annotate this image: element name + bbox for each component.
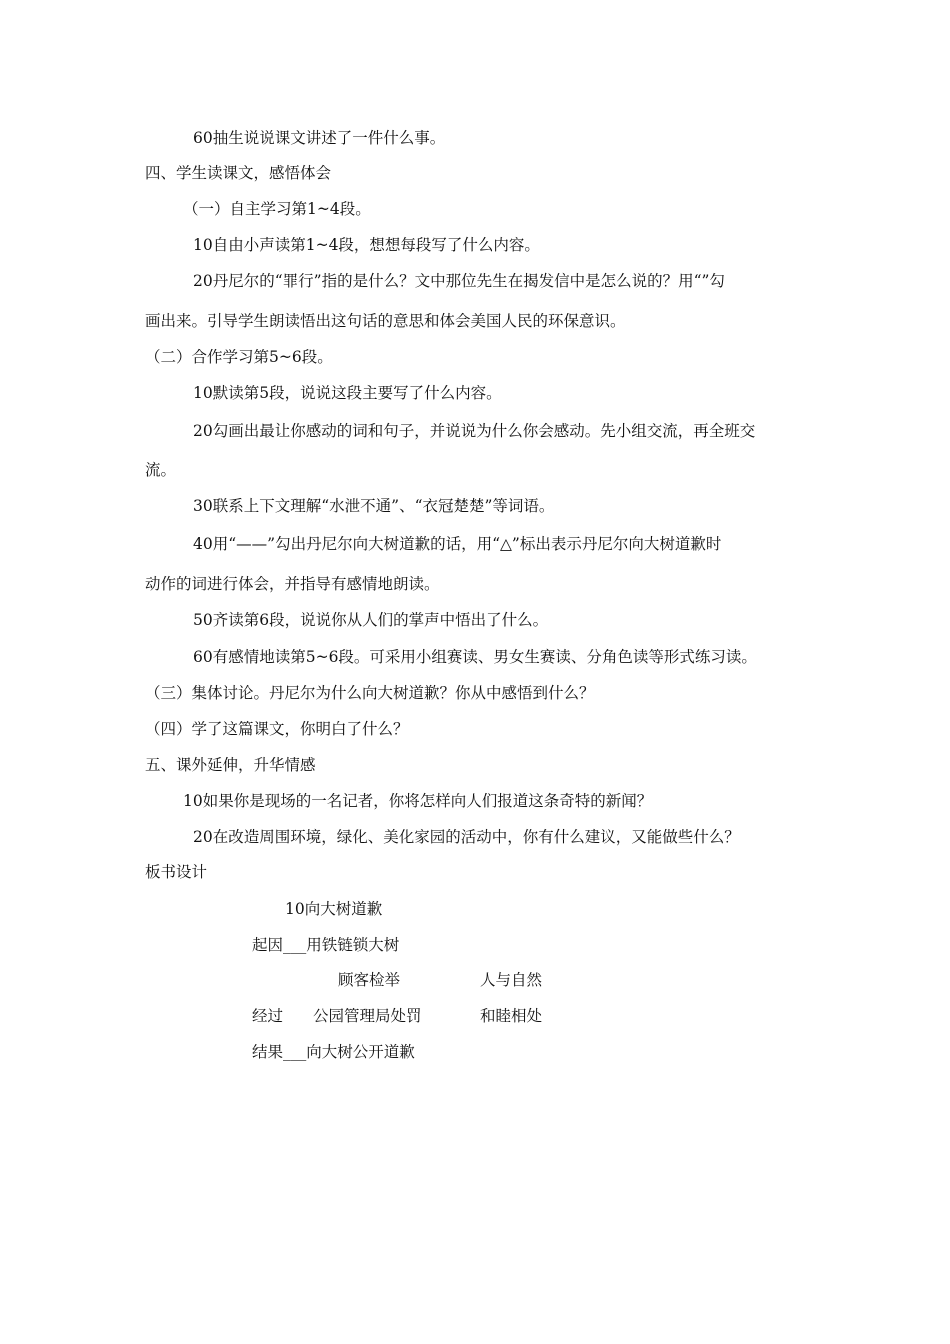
text-line: 流。	[145, 461, 177, 479]
subsection-heading: （二）合作学习第5~6段。	[145, 348, 333, 366]
section-heading: 板书设计	[145, 863, 208, 881]
board-row-result: 结果___向大树公开道歉	[252, 1043, 415, 1061]
text-line: 20丹尼尔的“罪行”指的是什么？文中那位先生在揭发信中是怎么说的？用“”勾	[193, 272, 725, 290]
board-row-report: 顾客检举	[338, 971, 401, 989]
board-theme-1: 人与自然	[480, 971, 543, 989]
board-row-cause: 起因___用铁链锁大树	[252, 936, 400, 954]
text-line: 60抽生说说课文讲述了一件什么事。	[193, 129, 446, 147]
text-line: 动作的词进行体会，并指导有感情地朗读。	[145, 575, 440, 593]
text-line: 10默读第5段，说说这段主要写了什么内容。	[193, 384, 502, 402]
text-line: 10自由小声读第1~4段，想想每段写了什么内容。	[193, 236, 540, 254]
text-line: 10如果你是现场的一名记者，你将怎样向人们报道这条奇特的新闻？	[183, 792, 653, 810]
text-line: 20在改造周围环境，绿化、美化家园的活动中，你有什么建议，又能做些什么？	[193, 828, 740, 846]
subsection-heading: （四）学了这篇课文，你明白了什么？	[145, 720, 409, 738]
subsection-heading: （三）集体讨论。丹尼尔为什么向大树道歉？你从中感悟到什么？	[145, 684, 595, 702]
text-line: 40用“——”勾出丹尼尔向大树道歉的话，用“△”标出表示丹尼尔向大树道歉时	[193, 535, 722, 553]
board-title: 10向大树道歉	[285, 900, 383, 918]
section-heading: 五、课外延伸，升华情感	[145, 756, 316, 774]
board-row-process-label: 经过	[252, 1007, 284, 1025]
text-line: 60有感情地读第5~6段。可采用小组赛读、男女生赛读、分角色读等形式练习读。	[193, 648, 757, 666]
subsection-heading: （一）自主学习第1~4段。	[183, 200, 371, 218]
section-heading: 四、学生读课文，感悟体会	[145, 164, 332, 182]
board-theme-2: 和睦相处	[480, 1007, 543, 1025]
text-line: 30联系上下文理解“水泄不通”、“衣冠楚楚”等词语。	[193, 497, 555, 515]
board-row-process: 公园管理局处罚	[313, 1007, 422, 1025]
text-line: 画出来。引导学生朗读悟出这句话的意思和体会美国人民的环保意识。	[145, 312, 626, 330]
text-line: 20勾画出最让你感动的词和句子，并说说为什么你会感动。先小组交流，再全班交	[193, 422, 756, 440]
text-line: 50齐读第6段，说说你从人们的掌声中悟出了什么。	[193, 611, 549, 629]
